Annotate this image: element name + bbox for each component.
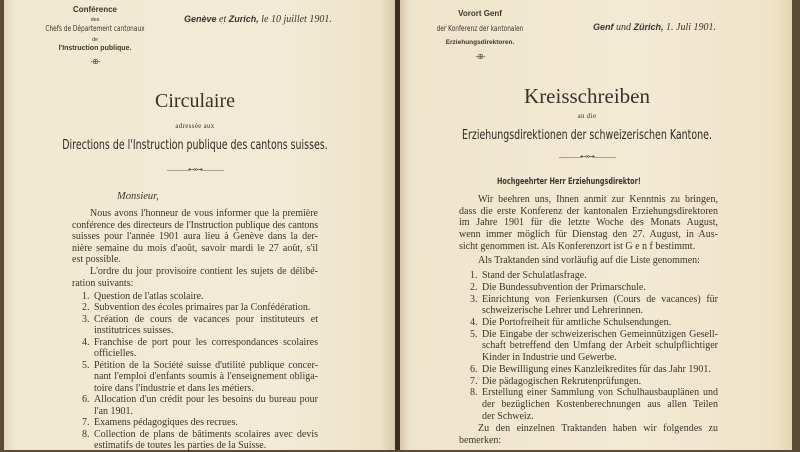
paragraph-line: L'ordre du jour provisoire contient les sujets de délibé- bbox=[90, 266, 318, 277]
list-item-number: 1. bbox=[470, 270, 478, 282]
list-item-line: Die Bundessubvention der Primarschule. bbox=[482, 281, 646, 293]
list-item-line: Die Bewilligung eines Kanzleikredites für das Jahr 1901. bbox=[482, 363, 711, 375]
left-header-line: de bbox=[91, 37, 99, 43]
paragraph-line: sicht genommen ist. Als Konferenzort ist G e n f bestimmt. bbox=[459, 240, 696, 252]
list-item-number: 2. bbox=[470, 281, 478, 293]
divider-ornament: ———⊷⊶——— bbox=[559, 152, 615, 161]
paragraph-line: wenn immer möglich für Dienstag den 27. August, in Aus- bbox=[459, 229, 718, 241]
paragraph-line: est possible. bbox=[72, 254, 121, 265]
list-item-number: 7. bbox=[470, 375, 478, 387]
right-header-line: Vorort Genf bbox=[458, 9, 502, 18]
right-subtitle: an die bbox=[577, 112, 597, 120]
list-item-number: 2. bbox=[82, 302, 90, 313]
left-salutation: Monsieur, bbox=[117, 191, 159, 202]
left-header-line: l'Instruction publique. bbox=[58, 45, 132, 52]
left-header-line: des bbox=[90, 17, 100, 23]
ornament-icon: -⊕- bbox=[90, 57, 100, 66]
right-addressee: Erziehungsdirektionen der schweizerischen Kantone. bbox=[462, 127, 712, 143]
list-item-line: schweizerische Lehrer und Lehrerinnen. bbox=[482, 305, 644, 317]
list-item-line: Subvention des écoles primaires par la Confédération. bbox=[94, 302, 311, 313]
list-item-number: 8. bbox=[470, 387, 478, 399]
paragraph-line: Als Traktanden sind vorläufig auf die Liste genommen: bbox=[478, 255, 700, 266]
list-item-number: 6. bbox=[82, 394, 90, 405]
list-item-line: nant l'emploi d'enfants soumis à l'enseignement obliga- bbox=[94, 371, 318, 382]
list-item-number: 5. bbox=[82, 359, 90, 371]
list-item-line: toire dans l'industrie et dans les métiers. bbox=[94, 382, 254, 394]
paragraph-line: dass die erste Konferenz der kantonalen Erziehungsdirektoren bbox=[459, 205, 718, 217]
right-header-line: Erziehungsdirektoren. bbox=[445, 39, 515, 46]
list-item-line: l'an 1901. bbox=[94, 405, 134, 417]
list-item-line: Allocation d'un crédit pour les besoins du bureau pour bbox=[94, 394, 318, 405]
closing-line: bemerken: bbox=[459, 435, 502, 446]
list-item-line: schaft betreffend den Umfang der Arbeit schulpflichtiger bbox=[482, 340, 718, 352]
paragraph-line: Wir beehren uns, Ihnen anmit zur Kenntnis zu bringen, bbox=[478, 194, 718, 205]
left-date: Genève et Zurich, le 10 juillet 1901. bbox=[184, 14, 332, 25]
right-title: Kreisschreiben bbox=[524, 84, 650, 108]
list-item-line: estimatifs de toutes les parties de la Suisse. bbox=[94, 440, 267, 451]
list-item-line: Franchise de port pour les correspondances scolaires bbox=[94, 336, 318, 348]
list-item-line: Stand der Schulatlasfrage. bbox=[482, 270, 587, 282]
list-item-number: 3. bbox=[82, 313, 90, 325]
list-item-number: 3. bbox=[470, 293, 478, 305]
list-item-line: Die pädagogischen Rekrutenprüfungen. bbox=[482, 375, 642, 387]
right-date: Genf und Zürich, 1. Juli 1901. bbox=[593, 22, 717, 33]
list-item-number: 1. bbox=[82, 290, 90, 302]
list-item-number: 5. bbox=[470, 328, 478, 340]
paragraph-line: suisses pour l'année 1901 aura lieu à Genève dans la der- bbox=[72, 231, 318, 242]
list-item-line: Einrichtung von Ferienkursen (Cours de vacances) für bbox=[482, 293, 718, 305]
list-item-line: Kinder in Industrie und Gewerbe. bbox=[482, 352, 617, 364]
list-item-number: 4. bbox=[470, 317, 478, 328]
list-item-line: Collection de plans de bâtiments scolaires avec devis bbox=[94, 428, 318, 440]
right-salutation: Hochgeehrter Herr Erziehungsdirektor! bbox=[497, 177, 641, 187]
left-title: Circulaire bbox=[155, 90, 235, 112]
paragraph-line: ration suivants: bbox=[72, 277, 134, 289]
list-item-line: Examens pédagogiques des recrues. bbox=[94, 417, 238, 428]
closing-line: Zu den einzelnen Traktanden haben wir folgendes zu bbox=[478, 423, 718, 435]
paragraph-line: Nous avons l'honneur de vous informer que la première bbox=[90, 208, 318, 219]
paragraph-line: conférence des directeurs de l'Instruction publique des cantons bbox=[72, 219, 318, 231]
divider-ornament: ———⊷⊶——— bbox=[167, 165, 223, 174]
list-item-line: Die Eingabe der schweizerischen Gemeinnützigen Gesell- bbox=[482, 328, 718, 340]
left-header-line: Chefs de Département cantonaux bbox=[45, 24, 145, 33]
list-item-number: 6. bbox=[470, 363, 478, 375]
list-item-number: 4. bbox=[82, 336, 90, 348]
list-item-line: Die Portofreiheit für amtliche Schulsendungen. bbox=[482, 317, 672, 328]
list-item-line: Erstellung einer Sammlung von Schulhausbauplänen und bbox=[482, 387, 718, 399]
list-item-line: institutrices suisses. bbox=[94, 325, 174, 336]
ornament-icon: -⊕- bbox=[475, 52, 485, 61]
left-subtitle: adressée aux bbox=[175, 122, 215, 130]
left-header-line: Conférence bbox=[72, 5, 118, 14]
paragraph-line: nière semaine du mois d'août, savoir mardi le 27 août, s'il bbox=[72, 242, 318, 254]
list-item-line: officielles. bbox=[94, 348, 137, 359]
list-item-line: der bezüglichen Kostenberechnungen aus allen Teilen bbox=[482, 398, 718, 410]
list-item-number: 7. bbox=[82, 417, 90, 428]
list-item-line: Question de l'atlas scolaire. bbox=[94, 290, 204, 302]
list-item-line: Pétition de la Société suisse d'utilité publique concer- bbox=[94, 359, 318, 371]
list-item-line: der Schweiz. bbox=[482, 410, 534, 422]
paragraph-line: im Jahre 1901 für die letzte Woche des Monats August, bbox=[459, 217, 718, 229]
right-header-line: der Konferenz der kantonalen bbox=[436, 24, 524, 33]
left-addressee: Directions de l'Instruction publique des cantons suisses. bbox=[62, 137, 328, 153]
list-item-number: 8. bbox=[82, 428, 90, 440]
list-item-line: Création de cours de vacances pour instituteurs et bbox=[94, 313, 318, 325]
